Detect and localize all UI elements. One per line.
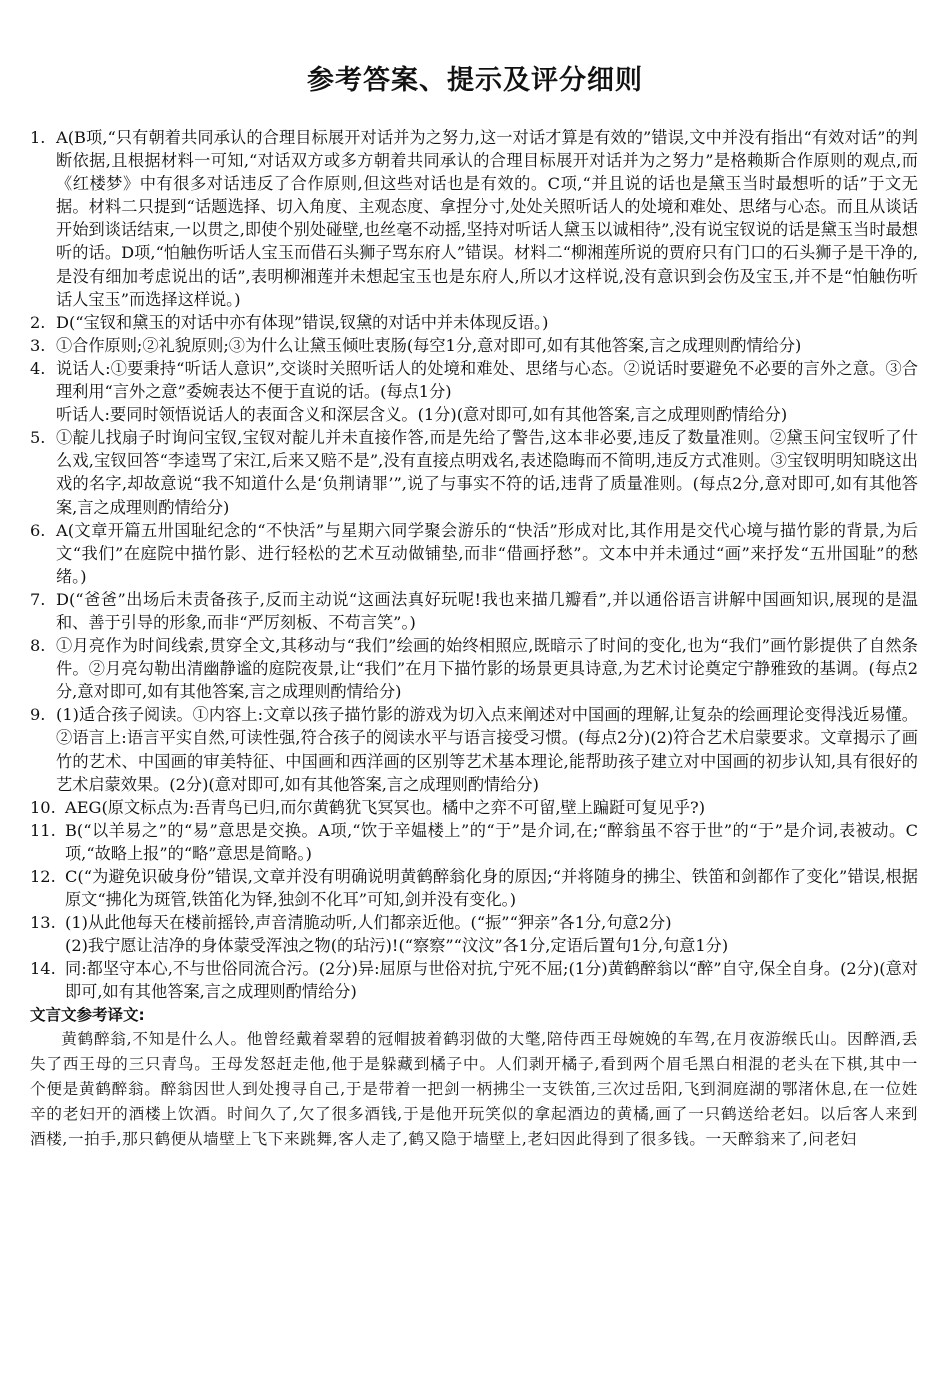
item-number: 9. bbox=[30, 705, 46, 725]
answer-item-13 bbox=[30, 911, 918, 957]
answer-item-7 bbox=[30, 588, 918, 634]
answer-item-5 bbox=[30, 426, 918, 518]
item-text-continued: 听话人:要同时领悟说话人的表面含义和深层含义。(1分)(意对即可,如有其他答案,言之成理则酌情给分) bbox=[56, 405, 788, 425]
answer-list bbox=[30, 126, 918, 1152]
item-number: 5. bbox=[30, 428, 46, 448]
item-text: A(文章开篇五卅国耻纪念的“不快活”与星期六同学聚会游乐的“快活”形成对比,其作用是交代心境与描竹影的背景,为后文“我们”在庭院中描竹影、进行轻松的艺术互动做铺垫,而非“借画抒愁”。文本中并未通过“画”来抒发“五卅国耻”的愁绪。) bbox=[56, 520, 918, 586]
item-number: 2. bbox=[30, 312, 46, 332]
answer-item-12 bbox=[30, 865, 918, 911]
item-number: 6. bbox=[30, 520, 46, 540]
translation-paragraph: 黄鹤醉翁,不知是什么人。他曾经戴着翠碧的冠帽披着鹤羽做的大氅,陪侍西王母婉娩的车驾,在月夜游缑氏山。因醉酒,丢失了西王母的三只青鸟。王母发怒赶走他,他于是躲藏到橘子中。人们剥开橘子,看到两个眉毛黑白相混的老头在下棋,其中一个便是黄鹤醉翁。醉翁因世人到处搜寻自己,于是带着一把剑一柄拂尘一支铁笛,三次过岳阳,飞到洞庭湖的鄂渚休息,在一位姓辛的老妇开的酒楼上饮酒。时间久了,欠了很多酒钱,于是他开玩笑似的拿起酒边的黄橘,画了一只鹤送给老妇。以后客人来到酒楼,一拍手,那只鹤便从墙壁上飞下来跳舞,客人走了,鹤又隐于墙壁上,老妇因此得到了很多钱。一天醉翁来了,问老妇 bbox=[30, 1029, 918, 1148]
answer-item-2 bbox=[30, 311, 918, 334]
translation-heading: 文言文参考译文: bbox=[30, 1005, 145, 1024]
item-text: AEG(原文标点为:吾青鸟已归,而尔黄鹤犹飞冥冥也。橘中之弈不可留,壁上蹁跹可复见乎?) bbox=[65, 797, 706, 817]
answer-item-14 bbox=[30, 957, 918, 1003]
item-number: 3. bbox=[30, 335, 46, 355]
answer-item-3 bbox=[30, 334, 918, 357]
item-text: (1)适合孩子阅读。①内容上:文章以孩子描竹影的游戏为切入点来阐述对中国画的理解,让复杂的绘画理论变得浅近易懂。②语言上:语言平实自然,可读性强,符合孩子的阅读水平与语言接受习惯。(每点2分)(2)符合艺术启蒙要求。文章揭示了画竹的艺术、中国画的审美特征、中国画和西洋画的区别等艺术基本理论,能帮助孩子建立对中国画的初步认知,具有很好的艺术启蒙效果。(2分)(意对即可,如有其他答案,言之成理则酌情给分) bbox=[56, 705, 918, 794]
item-number: 12. bbox=[30, 867, 56, 886]
page-title: 参考答案、提示及评分细则 bbox=[307, 65, 643, 96]
item-number: 11. bbox=[30, 820, 56, 840]
item-text: 说话人:①要秉持“听话人意识”,交谈时关照听话人的处境和难处、思绪与心态。②说话时要避免不必要的言外之意。③合理利用“言外之意”委婉表达不便于直说的话。(每点1分) bbox=[56, 358, 918, 402]
item-text: ①月亮作为时间线索,贯穿全文,其移动与“我们”绘画的始终相照应,既暗示了时间的变化,也为“我们”画竹影提供了自然条件。②月亮勾勒出清幽静谧的庭院夜景,让“我们”在月下描竹影的场景更具诗意,为艺术讨论奠定宁静雅致的基调。(每点2分,意对即可,如有其他答案,言之成理则酌情给分) bbox=[56, 636, 918, 702]
item-number: 7. bbox=[30, 589, 46, 609]
item-number: 13. bbox=[30, 913, 56, 933]
item-number: 14. bbox=[30, 959, 56, 979]
answer-item-9 bbox=[30, 703, 918, 795]
item-text: (1)从此他每天在楼前摇铃,声音清脆动听,人们都亲近他。(“振”“狎亲”各1分,句意2分) bbox=[65, 913, 672, 933]
item-text: 同:都坚守本心,不与世俗同流合污。(2分)异:屈原与世俗对抗,宁死不屈;(1分)黄鹤醉翁以“醉”自守,保全自身。(2分)(意对即可,如有其他答案,言之成理则酌情给分) bbox=[65, 959, 918, 1002]
item-text: A(B项,“只有朝着共同承认的合理目标展开对话并为之努力,这一对话才算是有效的”错误,文中并没有指出“有效对话”的判断依据,且根据材料一可知,“对话双方或多方朝着共同承认的合理目标展开对话并为之努力”是格赖斯合作原则的观点,而《红楼梦》中有很多对话违反了合作原则,但这些对话也是有效的。C项,“并且说的话也是黛玉当时最想听的话”于文无据。材料二只提到“话题选择、切入角度、主观态度、拿捏分寸,处处关照听话人的处境和难处、思绪与心态。而且从谈话开始到谈话结束,一以贯之,即使个别处碰壁,也丝毫不动摇,坚持对听话人黛玉以诚相待”,没有说宝钗说的话是黛玉当时最想听的话。D项,“怕触伤听话人宝玉而借石头狮子骂东府人”错误。材料二“柳湘莲所说的贾府只有门口的石头狮子是干净的,是没有细加考虑说出的话”,表明柳湘莲并未想起宝玉也是东府人,所以才这样说,没有意识到会伤及宝玉,并不是“怕触伤听话人宝玉”而选择这样说。) bbox=[56, 128, 918, 309]
item-text: ①合作原则;②礼貌原则;③为什么让黛玉倾吐衷肠(每空1分,意对即可,如有其他答案,言之成理则酌情给分) bbox=[56, 335, 802, 355]
answer-item-6 bbox=[30, 519, 918, 588]
item-number: 8. bbox=[30, 636, 46, 656]
item-text: ①靛儿找扇子时询问宝钗,宝钗对靛儿并未直接作答,而是先给了警告,这本非必要,违反了数量准则。②黛玉问宝钗听了什么戏,宝钗回答“李逵骂了宋江,后来又赔不是”,没有直接点明戏名,表述隐晦而不简明,违反方式准则。③宝钗明明知晓这出戏的名字,却故意说“我不知道什么是‘负荆请罪’”,说了与事实不符的话,违背了质量准则。(每点2分,意对即可,如有其他答案,言之成理则酌情给分) bbox=[56, 428, 918, 517]
item-text: B(“以羊易之”的“易”意思是交换。A项,“饮于辛媪楼上”的“于”是介词,在;“醉翁虽不容于世”的“于”是介词,表被动。C项,“故略上报”的“略”意思是简略。) bbox=[65, 820, 918, 863]
item-text: D(“爸爸”出场后未责备孩子,反而主动说“这画法真好玩呢!我也来描几瓣看”,并以通俗语言讲解中国画知识,展现的是温和、善于引导的形象,而非“严厉刻板、不苟言笑”。) bbox=[56, 589, 918, 632]
item-text: D(“宝钗和黛玉的对话中亦有体现”错误,钗黛的对话中并未体现反语。) bbox=[56, 312, 549, 332]
answer-item-4 bbox=[30, 357, 918, 426]
answer-item-10 bbox=[30, 796, 918, 819]
item-number: 10. bbox=[30, 797, 56, 817]
item-text-continued: (2)我宁愿让洁净的身体蒙受浑浊之物(的玷污)!(“察察”“汶汶”各1分,定语后置句1分,句意1分) bbox=[65, 936, 729, 956]
item-number: 4. bbox=[30, 358, 46, 378]
answer-item-8 bbox=[30, 634, 918, 703]
answer-item-1 bbox=[30, 126, 918, 311]
answer-item-11 bbox=[30, 819, 918, 865]
item-number: 1. bbox=[30, 128, 46, 147]
item-text: C(“为避免识破身份”错误,文章并没有明确说明黄鹤醉翁化身的原因;“并将随身的拂尘、铁笛和剑都作了变化”错误,根据原文“拂化为斑管,铁笛化为铎,独剑不化耳”可知,剑并没有变化。) bbox=[65, 867, 918, 910]
